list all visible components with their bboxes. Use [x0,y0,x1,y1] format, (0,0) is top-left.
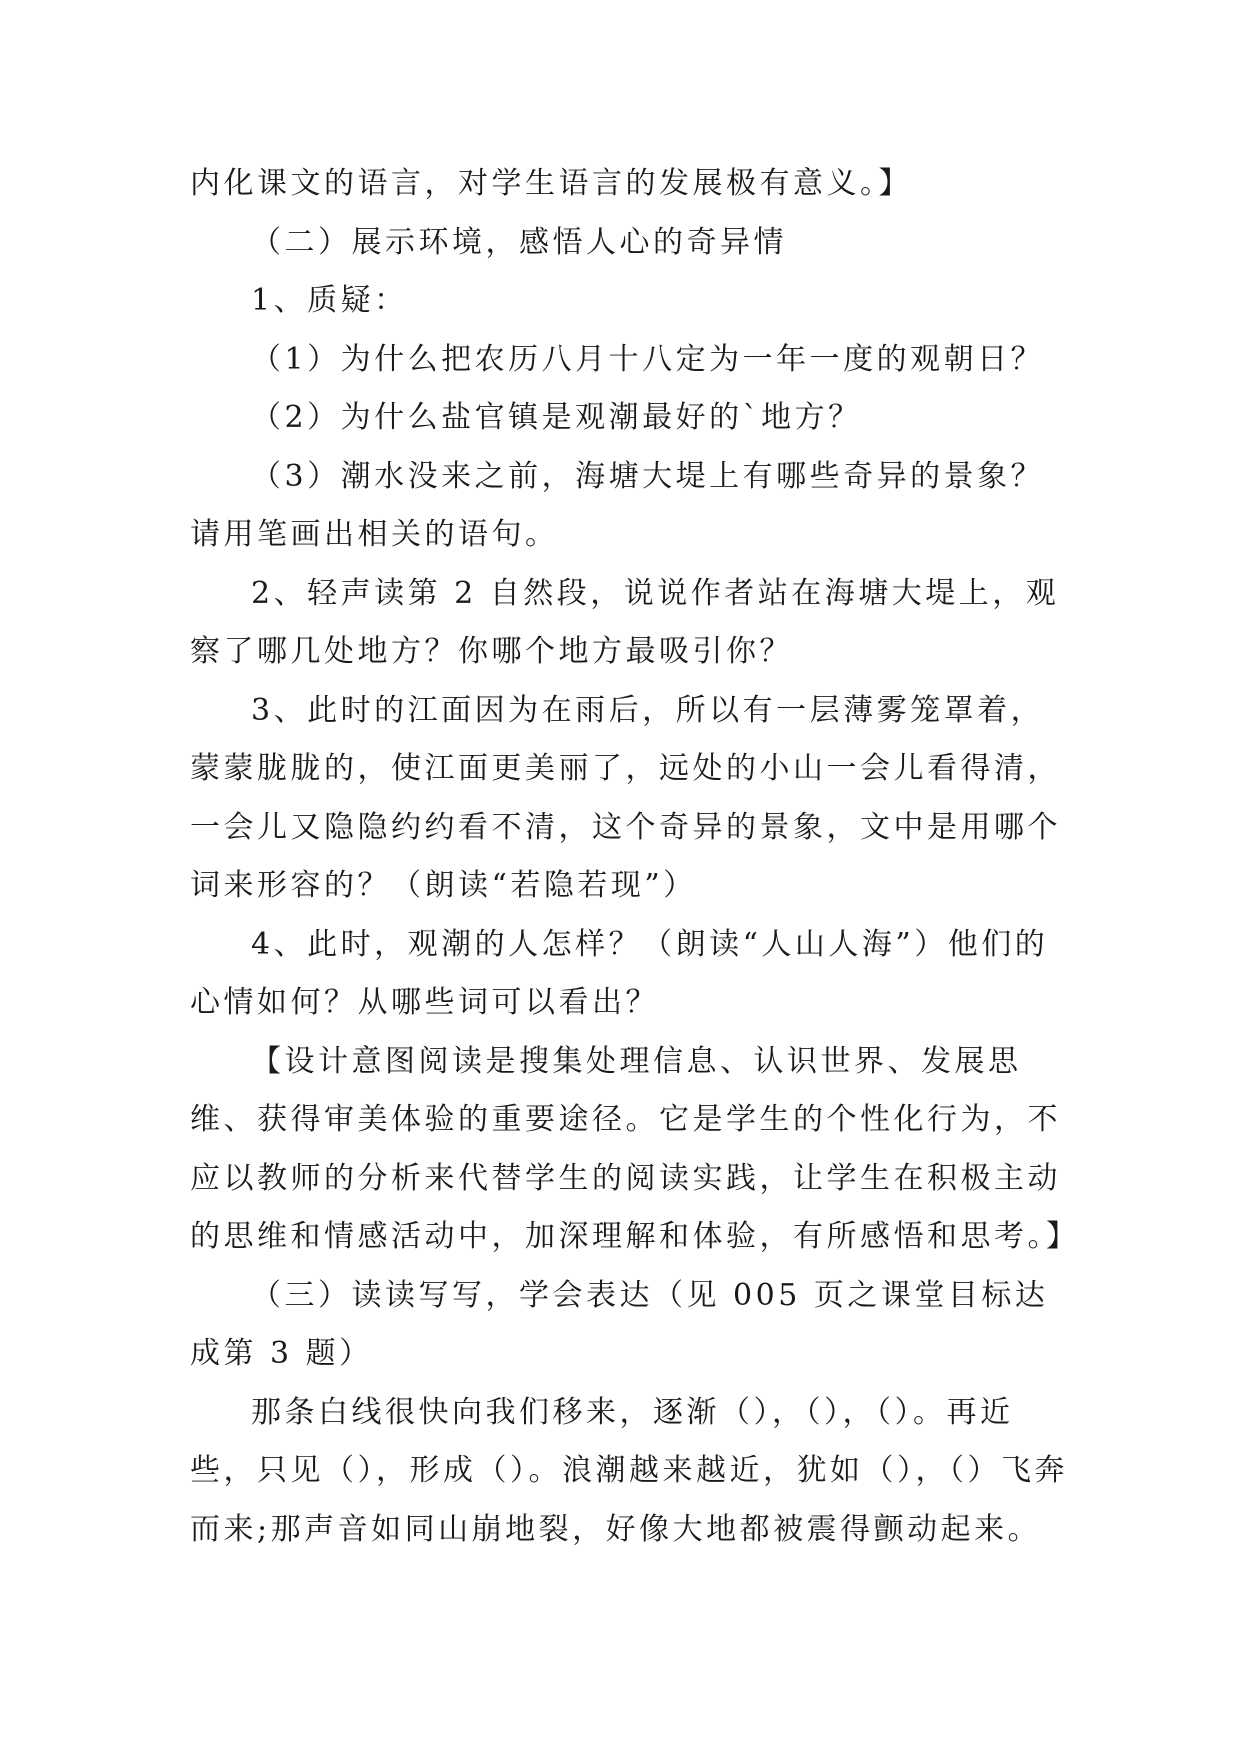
item-1-heading: 1、质疑： [251,283,408,318]
item-2: 2、轻声读第 2 自然段，说说作者站在海塘大堤上，观察了哪几处地方？你哪个地方最吸引你？ [190,575,1060,669]
item-3: 3、此时的江面因为在雨后，所以有一层薄雾笼罩着，蒙蒙胧胧的，使江面更美丽了，远处的小山一会儿看得清，一会儿又隐隐约约看不清，这个奇异的景象，文中是用哪个词来形容的？（朗读“若隐若现”） [190,692,1061,903]
question-1: （1）为什么把农历八月十八定为一年一度的观朝日？ [251,341,1045,377]
paragraph-continuation: 内化课文的语言，对学生语言的发展极有意义。】 [190,166,912,201]
item-4: 4、此时，观潮的人怎样？（朗读“人山人海”）他们的心情如何？从哪些词可以看出？ [190,926,1049,1020]
question-3: （3）潮水没来之前，海塘大堤上有哪些奇异的景象？请用笔画出相关的语句。 [190,458,1045,552]
section-heading-3: （三）读读写写，学会表达（见 005 页之课堂目标达成第 3 题） [190,1277,1049,1371]
document-body [190,155,1080,1559]
fill-in-exercise: 那条白线很快向我们移来，逐渐（），（），（）。再近些，只见（），形成（）。浪潮越来越近，犹如（），（）飞奔而来;那声音如同山崩地裂，好像大地都被震得颤动起来。 [190,1394,1068,1547]
section-heading-2: （二）展示环境，感悟人心的奇异情 [251,224,787,260]
question-2: （2）为什么盐官镇是观潮最好的`地方？ [251,400,862,435]
design-intent-note: 【设计意图阅读是搜集处理信息、认识世界、发展思维、获得审美体验的重要途径。它是学生的个性化行为，不应以教师的分析来代替学生的阅读实践，让学生在积极主动的思维和情感活动中，加深理解和体验，有所感悟和思考。】 [190,1043,1080,1254]
